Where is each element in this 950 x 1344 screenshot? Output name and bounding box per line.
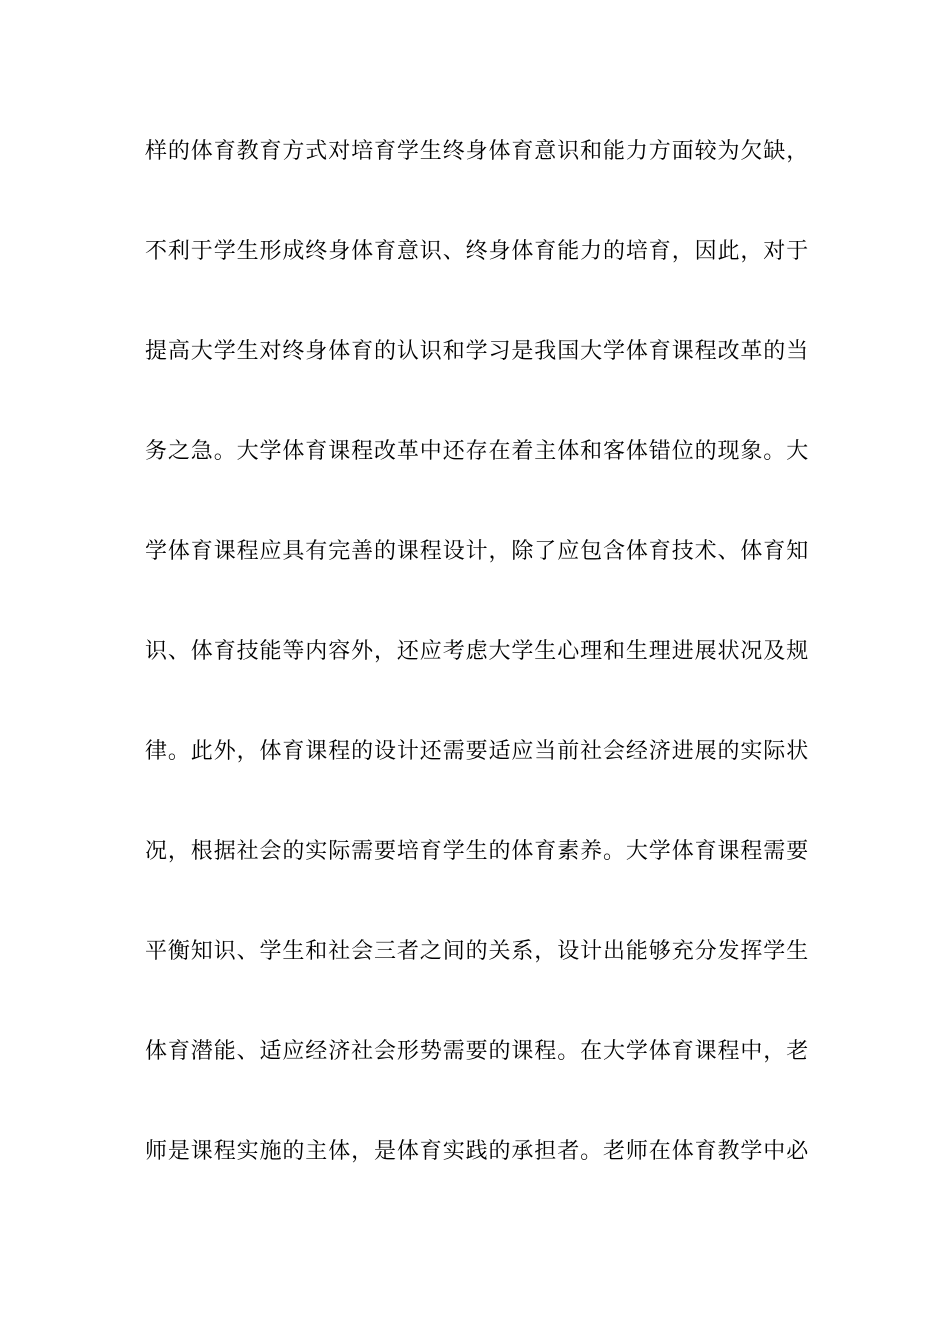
text-line: 样的体育教育方式对培育学生终身体育意识和能力方面较为欠缺， xyxy=(145,139,810,164)
body-text xyxy=(145,132,810,1232)
text-line: 体育潜能、适应经济社会形势需要的课程。在大学体育课程中，老 xyxy=(145,1039,810,1064)
text-line: 况，根据社会的实际需要培育学生的体育素养。大学体育课程需要 xyxy=(145,839,810,864)
text-line: 提高大学生对终身体育的认识和学习是我国大学体育课程改革的当 xyxy=(145,339,810,364)
text-line: 识、体育技能等内容外，还应考虑大学生心理和生理进展状况及规 xyxy=(145,639,810,664)
text-line: 务之急。大学体育课程改革中还存在着主体和客体错位的现象。大 xyxy=(145,439,810,464)
text-line: 平衡知识、学生和社会三者之间的关系，设计出能够充分发挥学生 xyxy=(145,939,810,964)
text-line: 师是课程实施的主体，是体育实践的承担者。老师在体育教学中必 xyxy=(145,1139,810,1164)
text-line: 律。此外，体育课程的设计还需要适应当前社会经济进展的实际状 xyxy=(145,739,810,764)
text-line: 不利于学生形成终身体育意识、终身体育能力的培育，因此，对于 xyxy=(145,239,810,264)
text-line: 学体育课程应具有完善的课程设计，除了应包含体育技术、体育知 xyxy=(145,539,810,564)
